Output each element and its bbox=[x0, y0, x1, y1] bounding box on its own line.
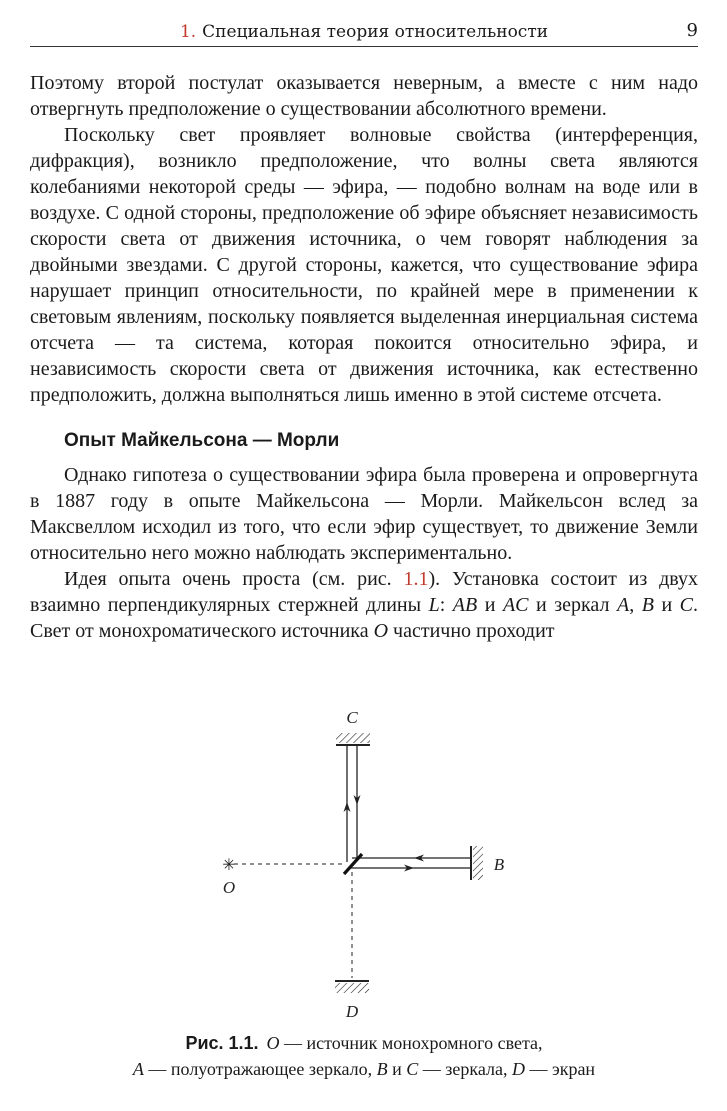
text-span: ). Установка состоит из двух взаимно перпендикулярных стержней длины bbox=[30, 568, 699, 616]
math-symbol: AC bbox=[502, 594, 529, 616]
text-span: — полуотражающее зеркало, bbox=[143, 1059, 377, 1079]
text-span: Идея опыта очень проста (см. рис. bbox=[64, 568, 404, 590]
running-head-title bbox=[30, 22, 698, 42]
text-span: и bbox=[387, 1059, 407, 1079]
label-o: O bbox=[222, 878, 236, 897]
math-symbol: O bbox=[266, 1033, 280, 1053]
text-span: , bbox=[629, 594, 642, 616]
chapter-title: Специальная теория относительности bbox=[202, 22, 549, 42]
caption-label: Рис. 1.1. bbox=[185, 1033, 259, 1053]
math-symbol: L bbox=[428, 594, 440, 616]
math-symbol: D bbox=[511, 1059, 525, 1079]
text-span: . Свет от монохроматического источника bbox=[30, 594, 699, 642]
caption-line-2 bbox=[30, 1056, 698, 1082]
text-span: и bbox=[653, 594, 680, 616]
math-symbol: B bbox=[376, 1059, 388, 1079]
math-symbol: O bbox=[373, 620, 389, 642]
figure-caption bbox=[30, 1030, 698, 1082]
source-star-icon: ✳ bbox=[222, 855, 236, 874]
text-span: — экран bbox=[524, 1059, 596, 1079]
text-span: и bbox=[477, 594, 503, 616]
page-number: 9 bbox=[686, 20, 698, 41]
text-span: и зеркал bbox=[528, 594, 617, 616]
body-text bbox=[30, 70, 698, 644]
label-d: D bbox=[345, 1002, 359, 1021]
text-span: — источник монохромного света, bbox=[279, 1033, 543, 1053]
mirror-c-hatch bbox=[336, 733, 370, 743]
math-symbol: A bbox=[616, 594, 630, 616]
math-symbol: C bbox=[406, 1059, 419, 1079]
label-c: C bbox=[346, 708, 358, 727]
paragraph: Поскольку свет проявляет волновые свойства (интерференция, дифракция), возникло предположение, что волны света являются колебаниями некоторой среды — эфира, — подобно волнам на воде или в воздухе. С одной стороны, предположение об эфире объясняет независимость скорости света от движения источника, о чем говорят наблюдения за двойными звездами. С другой стороны, кажется, что существование эфира нарушает принцип относительности, по крайней мере в применении к световым явлениям, поскольку появляется выделенная инерциальная система отсчета — та система, которая покоится относительно эфира, и независимость скорости света от движения источника, как естественно предположить, должна выполняться лишь именно в этой системе отсчета. bbox=[30, 124, 698, 406]
chapter-number: 1. bbox=[179, 22, 197, 42]
math-symbol: A bbox=[132, 1059, 144, 1079]
paragraph bbox=[30, 566, 698, 644]
screen-d-hatch bbox=[335, 983, 369, 993]
section-heading: Опыт Майкельсона — Морли bbox=[64, 430, 340, 451]
caption-line-1 bbox=[30, 1030, 698, 1056]
mirror-b-hatch bbox=[473, 846, 483, 880]
math-symbol: AB bbox=[452, 594, 478, 616]
label-b: B bbox=[493, 855, 505, 874]
running-head bbox=[30, 18, 698, 47]
figure-michelson-interferometer bbox=[200, 700, 530, 1030]
paragraph: Поэтому второй постулат оказывается неверным, а вместе с ним надо отвергнуть предположение о существовании абсолютного времени. bbox=[30, 72, 698, 120]
text-span: частично проходит bbox=[388, 620, 555, 642]
paragraph: Однако гипотеза о существовании эфира была проверена и опровергнута в 1887 году в опыте Майкельсона — Морли. Майкельсон вслед за Максвеллом исходил из того, что если эфир существует, то движение Земли относительно него можно наблюдать экспериментально. bbox=[30, 464, 698, 564]
math-symbol: C bbox=[679, 594, 694, 616]
text-span: — зеркала, bbox=[418, 1059, 512, 1079]
figure-reference-link[interactable]: 1.1 bbox=[403, 568, 429, 590]
math-symbol: B bbox=[641, 594, 654, 616]
text-span: : bbox=[439, 594, 453, 616]
